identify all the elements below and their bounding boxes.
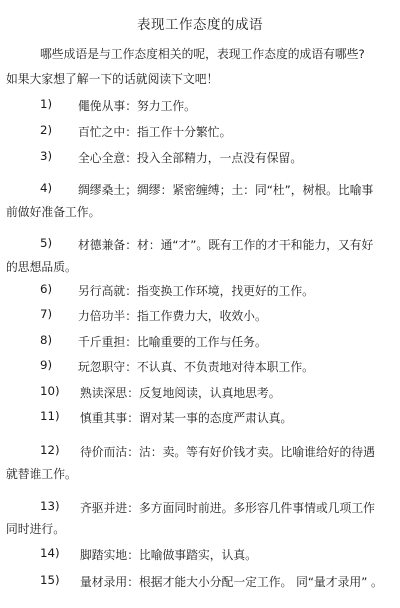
list-item-text: 慎重其事：谓对某一事的态度严肃认真。 <box>80 411 293 425</box>
list-item-text: 玩忽职守：不认真、不负责地对待本职工作。 <box>78 360 314 374</box>
list-item-text: 百忙之中：指工作十分繁忙。 <box>78 125 232 139</box>
list-item-number: 10) <box>40 384 60 398</box>
list-item-text: 全心全意：投入全部精力，一点没有保留。 <box>78 151 303 165</box>
list-item-number: 4) <box>40 181 53 195</box>
list-item-number: 11) <box>40 409 60 423</box>
list-item-text: 僶俛从事：努力工作。 <box>78 99 196 113</box>
list-item-number: 15) <box>40 573 60 587</box>
list-item-text-continuation: 同时进行。 <box>6 522 65 536</box>
list-item-number: 2) <box>40 123 53 137</box>
list-item-number: 1) <box>40 97 53 111</box>
list-item-number: 8) <box>40 333 53 347</box>
list-item-number: 5) <box>40 236 53 250</box>
list-item-text-continuation: 就替谁工作。 <box>6 467 77 481</box>
list-item-text: 另行高就：指变换工作环境，找更好的工作。 <box>78 284 314 298</box>
list-item-number: 12) <box>40 443 60 457</box>
list-item-text: 熟读深思：反复地阅读，认真地思考。 <box>80 386 281 400</box>
list-item-number: 14) <box>40 546 60 560</box>
list-item-text-continuation: 前做好准备工作。 <box>6 205 101 219</box>
list-item-number: 7) <box>40 307 53 321</box>
list-item-text: 材德兼备：材：通“才”。既有工作的才干和能力，又有好 <box>78 238 374 252</box>
list-item-text: 脚踏实地：比喻做事踏实，认真。 <box>80 548 257 562</box>
list-item-text: 千斤重担：比喻重要的工作与任务。 <box>78 335 267 349</box>
list-item-text: 齐驱并进：多方面同时前进。多形容几件事情或几项工作 <box>80 501 375 515</box>
list-item-number: 9) <box>40 358 53 372</box>
list-item-number: 3) <box>40 149 53 163</box>
list-item-number: 13) <box>40 499 60 513</box>
intro-paragraph-line-1: 哪些成语是与工作态度相关的呢，表现工作态度的成语有哪些? <box>40 47 365 61</box>
list-item-text: 量材录用：根据才能大小分配一定工作。 同“量才录用” 。 <box>80 575 383 589</box>
list-item-text: 力倍功半：指工作费力大，收效小。 <box>78 309 267 323</box>
document-title: 表现工作态度的成语 <box>137 17 263 33</box>
intro-paragraph-line-2: 如果大家想了解一下的话就阅读下文吧！ <box>6 72 219 86</box>
list-item-number: 6) <box>40 282 53 296</box>
list-item-text-continuation: 的思想品质。 <box>6 260 77 274</box>
list-item-text: 绸缪桑土；绸缪：紧密缠缚；土：同“杜”，树根。比喻事 <box>78 183 374 197</box>
list-item-text: 待价而沽：沽：卖。等有好价钱才卖。比喻谁给好的待遇 <box>80 445 375 459</box>
